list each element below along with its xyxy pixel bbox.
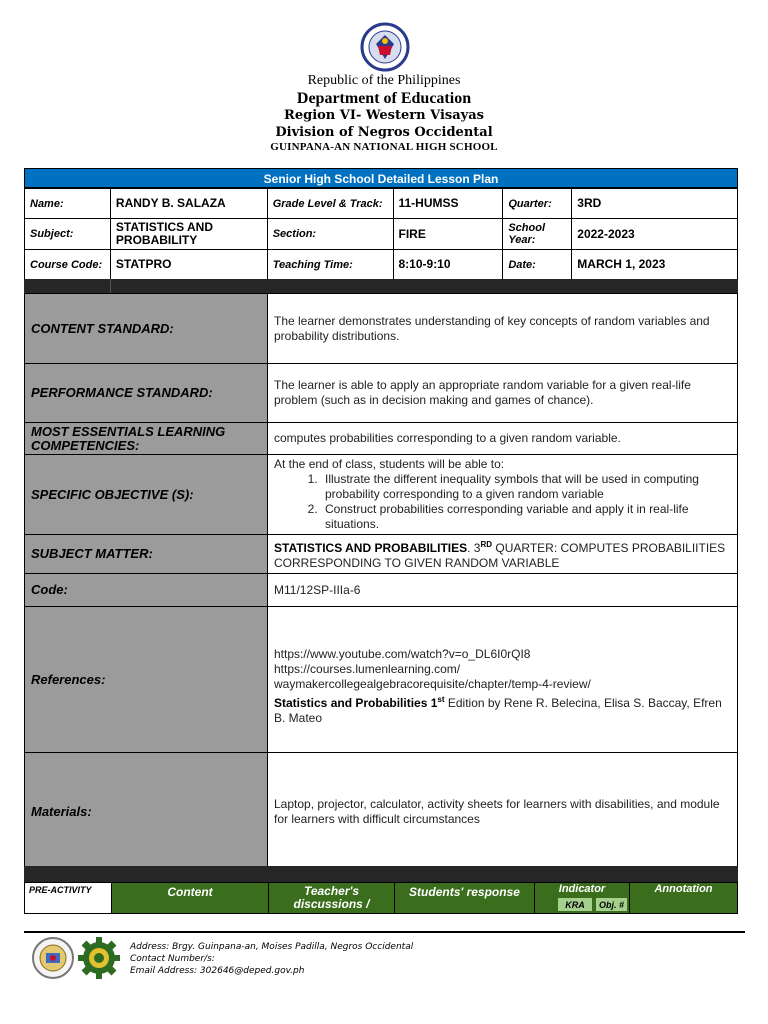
department-heading: Department of Education [296,90,472,107]
footer-contact: Contact Number/s: [130,954,215,964]
lesson-info-table [24,188,738,280]
name-value: RANDY B. SALAZA [110,189,267,219]
subject-matter-title: STATISTICS AND PROBABILITIES [274,541,468,555]
annotation-header: Annotation [629,883,737,913]
course-code-value: STATPRO [110,250,267,280]
separator-band [24,866,738,882]
references-label: References: [25,607,268,753]
materials-label: Materials: [25,753,268,872]
objective-label: SPECIFIC OBJECTIVE (S): [25,455,268,535]
separator-band [24,279,738,293]
lesson-plan-title: Senior High School Detailed Lesson Plan [24,168,738,188]
quarter-label: Quarter: [503,189,572,219]
teacher-header: Teacher's discussions / [268,883,394,913]
content-standard-label: CONTENT STANDARD: [25,294,268,364]
objective-item: 2. Construct probabilities corresponding variable and apply it in real-life situations. [321,502,731,532]
grade-value: 11-HUMSS [393,189,503,219]
subject-label: Subject: [25,219,111,250]
region-heading: Region VI- Western Visayas [284,108,484,123]
republic-heading: Republic of the Philippines [307,73,461,88]
reference-link[interactable]: waymakercollegealgebracorequisite/chapter/temp-4-review/ [274,677,591,691]
pre-activity-label: PRE-ACTIVITY [25,883,111,913]
reference-book-sup: st [437,695,445,704]
objective-value [268,455,738,535]
activity-header-row [24,882,738,914]
content-header: Content [111,883,268,913]
objective-item: 1. Illustrate the different inequality symbols that will be used in computing probability corresponding to a given random variable [321,472,731,502]
section-value: FIRE [393,219,503,250]
grade-label: Grade Level & Track: [267,189,393,219]
code-value: M11/12SP-IIIa-6 [268,574,738,607]
indicator-label: Indicator [558,883,606,895]
name-label: Name: [25,189,111,219]
deped-seal-icon [356,22,414,72]
footer-address: Address: Brgy. Guinpana-an, Moises Padilla, Negros Occidental [130,942,414,952]
subject-matter-rest: QUARTER: COMPUTES PROBABILIITIES CORRESPONDING TO GIVEN RANDOM VARIABLE [274,541,726,570]
lesson-details-table [24,293,738,872]
footer-divider [24,931,745,933]
date-label: Date: [503,250,572,280]
materials-value: Laptop, projector, calculator, activity sheets for learners with disabilities, and module for learners with difficult circumstances [268,753,738,872]
performance-standard-value: The learner is able to apply an appropriate random variable for a given real-life problem (such as in decision making and games of chance). [268,364,738,423]
subject-value: STATISTICS AND PROBABILITY [110,219,267,250]
obj-header: Obj. # [595,897,628,912]
kra-header: KRA [557,897,593,912]
references-value [268,607,738,753]
subject-matter-value [268,535,738,574]
code-label: Code: [25,574,268,607]
section-label: Section: [267,219,393,250]
teaching-time-label: Teaching Time: [267,250,393,280]
school-logo-icon [30,936,76,980]
indicator-header [534,883,629,913]
division-heading: Division of Negros Occidental [275,125,493,140]
school-year-value: 2022-2023 [572,219,738,250]
gear-logo-icon [77,936,121,980]
reference-link[interactable]: https://courses.lumenlearning.com/ [274,662,461,676]
reference-book-rest: Edition by Rene R. Belecina, Elisa S. Baccay, Efren B. Mateo [274,696,722,725]
footer-email: Email Address: 302646@deped.gov.ph [130,966,305,976]
subject-matter-label: SUBJECT MATTER: [25,535,268,574]
objective-list [274,472,731,532]
quarter-value: 3RD [572,189,738,219]
reference-book-title: Statistics and Probabilities 1 [274,696,438,710]
competencies-value: computes probabilities corresponding to a given random variable. [268,423,738,455]
course-code-label: Course Code: [25,250,111,280]
objective-intro: At the end of class, students will be able to: [274,457,505,471]
date-value: MARCH 1, 2023 [572,250,738,280]
competencies-label: MOST ESSENTIALS LEARNING COMPETENCIES: [25,423,268,455]
reference-link[interactable]: https://www.youtube.com/watch?v=o_DL6I0rQI8 [274,647,531,661]
students-header: Students' response [394,883,534,913]
school-year-label: School Year: [503,219,572,250]
school-heading: GUINPANA-AN NATIONAL HIGH SCHOOL [270,141,498,153]
subject-matter-mid: . 3 [467,541,481,555]
performance-standard-label: PERFORMANCE STANDARD: [25,364,268,423]
content-standard-value: The learner demonstrates understanding of key concepts of random variables and probability distributions. [268,294,738,364]
teaching-time-value: 8:10-9:10 [393,250,503,280]
subject-matter-sup: RD [480,540,493,549]
